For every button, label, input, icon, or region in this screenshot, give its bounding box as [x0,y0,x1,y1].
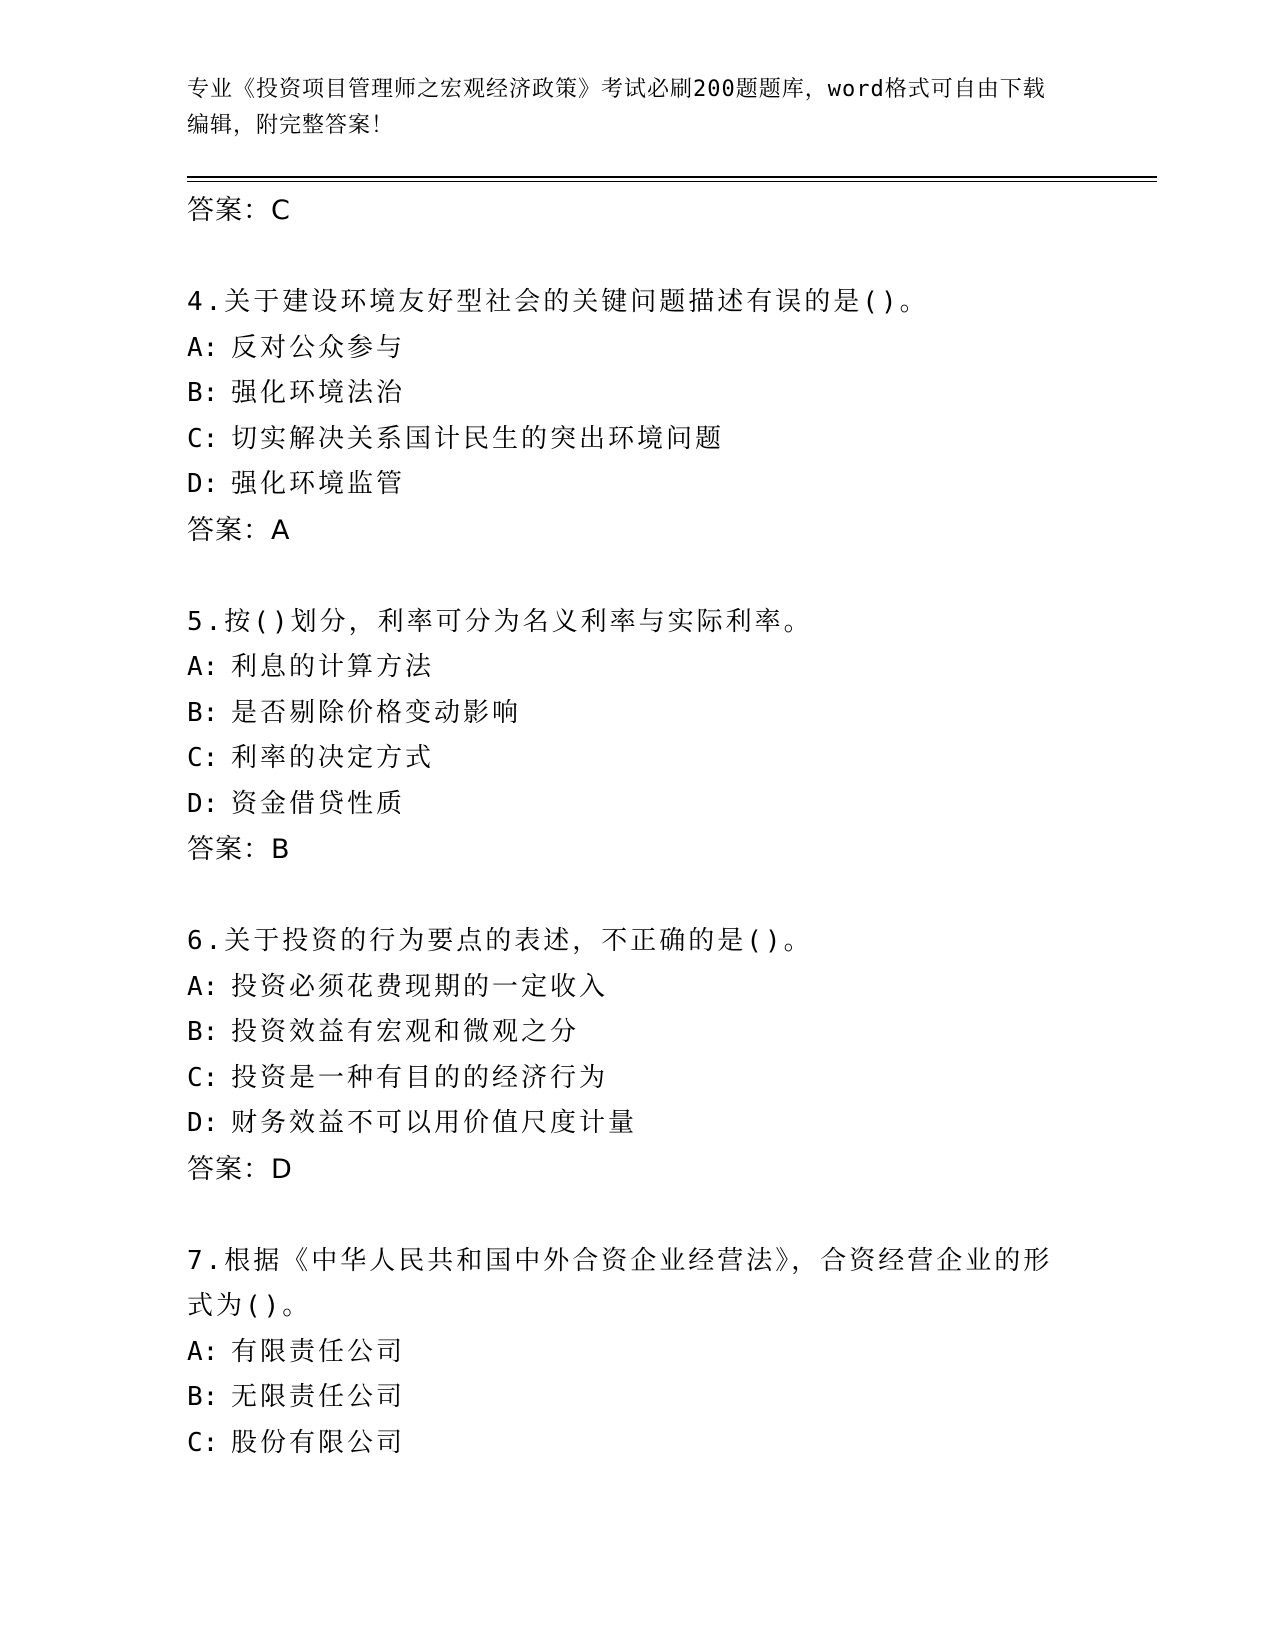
option-c [187,736,1087,782]
option-text: 利率的决定方式 [231,743,435,773]
option-label: B: [187,1017,219,1047]
question-stem: 7.根据《中华人民共和国中外合资企业经营法》，合资经营企业的形式为()。 [187,1245,1053,1321]
question-7 [187,1239,1087,1467]
option-text: 反对公众参与 [231,332,406,363]
option-text: 有限责任公司 [231,1336,406,1367]
header-rule-thin [187,181,1157,182]
option-label: A: [187,652,219,682]
option-label: B: [187,378,219,408]
option-b [187,371,1087,417]
option-label: A: [187,332,219,363]
option-text: 投资是一种有目的的经济行为 [231,1062,609,1093]
option-label: C: [187,1062,219,1093]
option-text: 股份有限公司 [231,1427,406,1458]
option-text: 强化环境法治 [231,378,406,408]
option-a [187,326,1087,372]
option-d [187,462,1087,508]
question-4 [187,280,1087,554]
question-stem: 5.按()划分，利率可分为名义利率与实际利率。 [187,606,813,637]
answer: 答案：D [187,1153,293,1185]
option-text: 投资必须花费现期的一定收入 [231,971,609,1002]
option-b [187,1010,1087,1056]
option-label: C: [187,423,219,454]
option-d [187,782,1087,828]
option-c [187,417,1087,463]
option-label: B: [187,697,219,728]
answer: 答案：B [187,834,291,865]
header-rule-thick [187,176,1157,178]
option-a [187,645,1087,691]
option-text: 无限责任公司 [231,1382,406,1412]
option-label: B: [187,1382,219,1412]
option-label: A: [187,1336,219,1367]
question-6 [187,919,1087,1193]
option-label: D: [187,1108,219,1138]
option-label: A: [187,971,219,1002]
option-label: C: [187,743,219,773]
option-text: 利息的计算方法 [231,652,435,682]
option-b [187,1375,1087,1421]
option-text: 是否剔除价格变动影响 [231,697,522,728]
option-label: D: [187,788,219,819]
question-list [187,188,1087,1466]
option-text: 财务效益不可以用价值尺度计量 [231,1108,638,1138]
answer: 答案：A [187,514,291,546]
document-header: 专业《投资项目管理师之宏观经济政策》考试必刷200题题库，word格式可自由下载编辑，附完整答案！ [187,77,1046,138]
option-text: 资金借贷性质 [231,788,406,819]
option-b [187,691,1087,737]
option-text: 强化环境监管 [231,469,406,499]
option-text: 投资效益有宏观和微观之分 [231,1017,580,1047]
option-c [187,1421,1087,1467]
option-label: D: [187,469,219,499]
option-c [187,1056,1087,1102]
question-stem: 6.关于投资的行为要点的表述，不正确的是()。 [187,926,813,956]
previous-answer: 答案：C [187,195,291,226]
option-a [187,965,1087,1011]
question-stem: 4.关于建设环境友好型社会的关键问题描述有误的是()。 [187,287,929,317]
option-d [187,1101,1087,1147]
option-label: C: [187,1427,219,1458]
option-a [187,1330,1087,1376]
question-5 [187,600,1087,874]
option-text: 切实解决关系国计民生的突出环境问题 [231,423,725,454]
